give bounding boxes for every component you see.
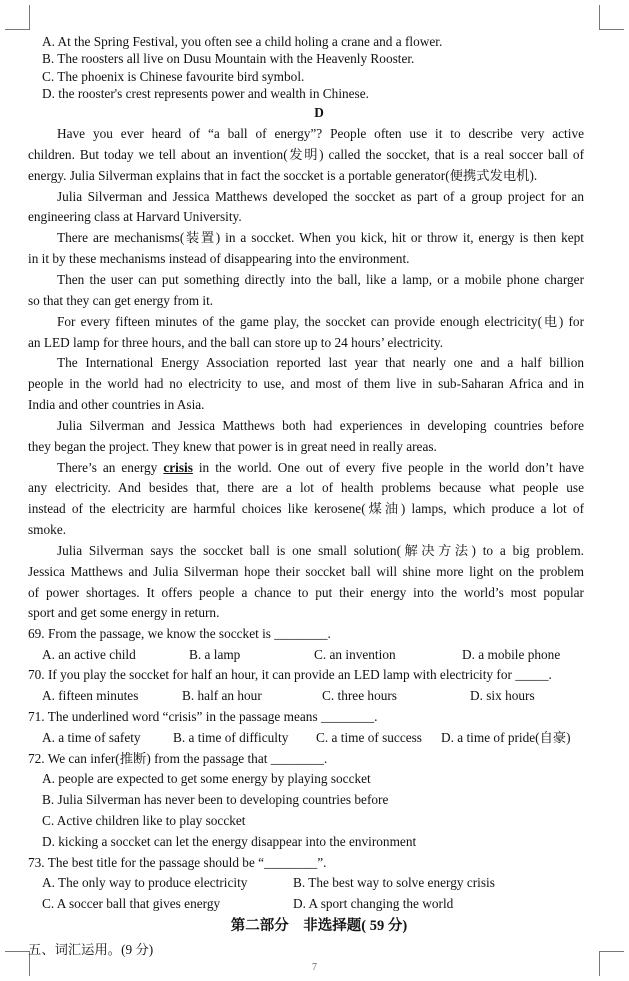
passage-line: in it by these mechanisms instead of disappearing into the environment. bbox=[28, 251, 410, 266]
passage-line: For every fifteen minutes of the game play, the soccket can provide enough electricity(电) for bbox=[57, 314, 584, 329]
underlined-word-crisis: crisis bbox=[163, 460, 193, 475]
option-b[interactable]: B. a lamp bbox=[189, 647, 241, 662]
option-a[interactable]: A. a time of safety bbox=[42, 730, 141, 745]
text-segment: There’s an energy bbox=[57, 460, 164, 475]
question-70-options bbox=[42, 685, 584, 706]
option-d[interactable]: D. a time of pride(自豪) bbox=[441, 730, 571, 745]
passage-line-crisis bbox=[57, 457, 584, 478]
passage-line: of power shortages. It offers people a chance to put their energy into the world’s most popular bbox=[28, 585, 584, 600]
passage-line: Julia Silverman and Jessica Matthews both had experiences in developing countries before bbox=[57, 418, 584, 433]
passage-line: any electricity. And besides that, there are a lot of health problems because what people use bbox=[28, 480, 584, 495]
question-73-stem: 73. The best title for the passage should be “________”. bbox=[28, 855, 327, 870]
option-d[interactable]: D. kicking a soccket can let the energy disappear into the environment bbox=[42, 834, 417, 849]
option-c[interactable]: C. Active children like to play soccket bbox=[42, 813, 246, 828]
crop-mark-top-left bbox=[5, 5, 30, 30]
option-c[interactable]: C. an invention bbox=[314, 647, 396, 662]
page-number: 7 bbox=[312, 962, 317, 973]
passage-line: an LED lamp for three hours, and the ball can store up to 24 hours’ electricity. bbox=[28, 335, 444, 350]
passage-line: Julia Silverman says the soccket ball is one small solution(解决方法) to a big problem. bbox=[57, 543, 584, 558]
option-b[interactable]: B. a time of difficulty bbox=[173, 730, 289, 745]
option-b[interactable]: B. half an hour bbox=[182, 688, 262, 703]
question-69-options bbox=[42, 644, 584, 665]
option-line: D. the rooster's crest represents power and wealth in Chinese. bbox=[42, 86, 369, 101]
option-b[interactable]: B. The best way to solve energy crisis bbox=[293, 875, 495, 890]
option-a[interactable]: A. The only way to produce electricity bbox=[42, 875, 248, 890]
passage-line: Then the user can put something directly into the ball, like a lamp, or a mobile phone charger bbox=[57, 272, 584, 287]
section-five-title: 五、词汇运用。(9 分) bbox=[28, 942, 154, 957]
text-segment: in the world. One out of every five people in the world don’t have bbox=[192, 460, 585, 475]
passage-line: Julia Silverman and Jessica Matthews developed the soccket as part of a group project for an bbox=[57, 189, 584, 204]
option-c[interactable]: C. three hours bbox=[322, 688, 397, 703]
passage-line: The International Energy Association reported last year that nearly one and a half billion bbox=[57, 355, 584, 370]
passage-line: India and other countries in Asia. bbox=[28, 397, 205, 412]
option-line: C. The phoenix is Chinese favourite bird symbol. bbox=[42, 69, 305, 84]
option-d[interactable]: D. A sport changing the world bbox=[293, 896, 454, 911]
passage-line: smoke. bbox=[28, 522, 67, 537]
passage-line: There are mechanisms(装置) in a soccket. When you kick, hit or throw it, energy is then kept bbox=[57, 230, 584, 245]
option-a[interactable]: A. people are expected to get some energy by playing soccket bbox=[42, 771, 371, 786]
option-line: B. The roosters all live on Dusu Mountain with the Heavenly Rooster. bbox=[42, 51, 415, 66]
passage-line: instead of the electricity are harmful choices like kerosene(煤油) lamps, which produce a lot of bbox=[28, 501, 584, 516]
passage-line: Jessica Matthews and Julia Silverman hope their soccket ball will shine more light on the problem bbox=[28, 564, 584, 579]
option-c[interactable]: C. A soccer ball that gives energy bbox=[42, 896, 221, 911]
question-71-options bbox=[42, 727, 584, 748]
option-line: A. At the Spring Festival, you often see a child holing a crane and a flower. bbox=[42, 34, 443, 49]
passage-heading: D bbox=[314, 105, 324, 120]
option-d[interactable]: D. six hours bbox=[470, 688, 535, 703]
option-a[interactable]: A. an active child bbox=[42, 647, 136, 662]
question-70-stem: 70. If you play the soccket for half an hour, it can provide an LED lamp with electricity for _____. bbox=[28, 667, 552, 682]
option-a[interactable]: A. fifteen minutes bbox=[42, 688, 139, 703]
question-72-stem: 72. We can infer(推断) from the passage that ________. bbox=[28, 751, 328, 766]
passage-line: they began the project. They knew that power is in great need in really areas. bbox=[28, 439, 437, 454]
question-69-stem: 69. From the passage, we know the soccket is ________. bbox=[28, 626, 331, 641]
passage-line: children. But today we tell about an invention(发明) called the soccket, that is a real soccer ball of bbox=[28, 147, 584, 162]
question-73-options-row2 bbox=[42, 893, 584, 914]
passage-line: energy. Julia Silverman explains that in fact the soccket is a portable generator(便携式发电机). bbox=[28, 168, 538, 183]
option-b[interactable]: B. Julia Silverman has never been to developing countries before bbox=[42, 792, 389, 807]
crop-mark-top-right bbox=[599, 5, 624, 30]
question-71-stem: 71. The underlined word “crisis” in the passage means ________. bbox=[28, 709, 378, 724]
passage-line: so that they can get energy from it. bbox=[28, 293, 214, 308]
part-two-title: 第二部分 非选择题( 59 分) bbox=[230, 918, 408, 934]
passage-line: people in the world had no electricity to use, and most of them live in sub-Saharan Africa and in bbox=[28, 376, 584, 391]
option-d[interactable]: D. a mobile phone bbox=[462, 647, 561, 662]
passage-line: Have you ever heard of “a ball of energy”? People often use it to describe very active bbox=[57, 126, 584, 141]
passage-line: engineering class at Harvard University. bbox=[28, 209, 242, 224]
option-c[interactable]: C. a time of success bbox=[316, 730, 422, 745]
question-73-options-row1 bbox=[42, 872, 584, 893]
passage-line: sport and get some energy in return. bbox=[28, 605, 220, 620]
